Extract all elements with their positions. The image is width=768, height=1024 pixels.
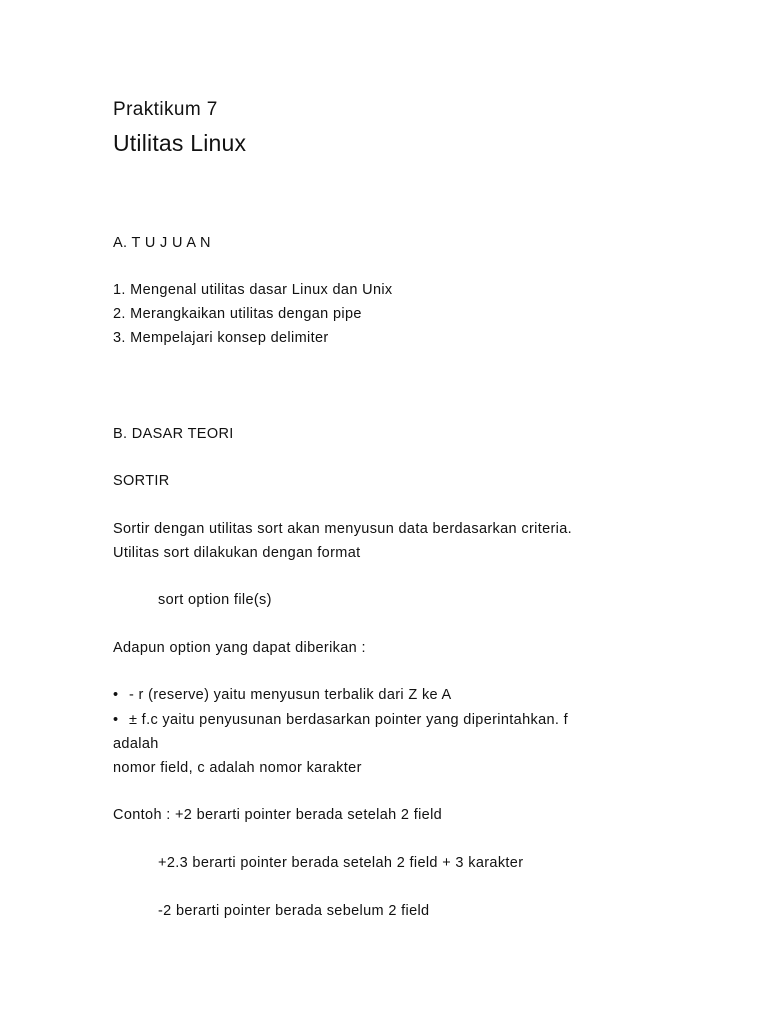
- section-a-title: A. T U J U A N: [113, 235, 211, 251]
- options-intro: Adapun option yang dapat diberikan :: [113, 640, 366, 656]
- option-bullet-2: [113, 711, 568, 729]
- paragraph-line-1: Sortir dengan utilitas sort akan menyusun data berdasarkan criteria.: [113, 521, 573, 537]
- continuation-line-2: nomor field, c adalah nomor karakter: [113, 760, 362, 776]
- option-text-2: ± f.c yaitu penyusunan berdasarkan pointer yang diperintahkan. f: [129, 712, 569, 728]
- example-line-3: -2 berarti pointer berada sebelum 2 field: [158, 903, 430, 919]
- example-line-2: +2.3 berarti pointer berada setelah 2 field + 3 karakter: [158, 855, 524, 871]
- example-line-1: Contoh : +2 berarti pointer berada setelah 2 field: [113, 807, 443, 823]
- paragraph-line-2: Utilitas sort dilakukan dengan format: [113, 545, 361, 561]
- objective-item-1: 1. Mengenal utilitas dasar Linux dan Unix: [113, 282, 393, 298]
- section-b-title: B. DASAR TEORI: [113, 426, 234, 442]
- bullet-icon: •: [113, 712, 119, 728]
- option-text-1: - r (reserve) yaitu menyusun terbalik dari Z ke A: [129, 687, 452, 703]
- objective-item-2: 2. Merangkaikan utilitas dengan pipe: [113, 306, 362, 322]
- bullet-icon: •: [113, 687, 119, 703]
- section-b-subtitle: SORTIR: [113, 473, 170, 489]
- sort-command: sort option file(s): [158, 592, 272, 608]
- continuation-line-1: adalah: [113, 736, 159, 752]
- option-bullet-1: [113, 686, 452, 704]
- objective-item-3: 3. Mempelajari konsep delimiter: [113, 330, 329, 346]
- praktikum-label: Praktikum 7: [113, 99, 218, 120]
- document-title: Utilitas Linux: [113, 130, 247, 156]
